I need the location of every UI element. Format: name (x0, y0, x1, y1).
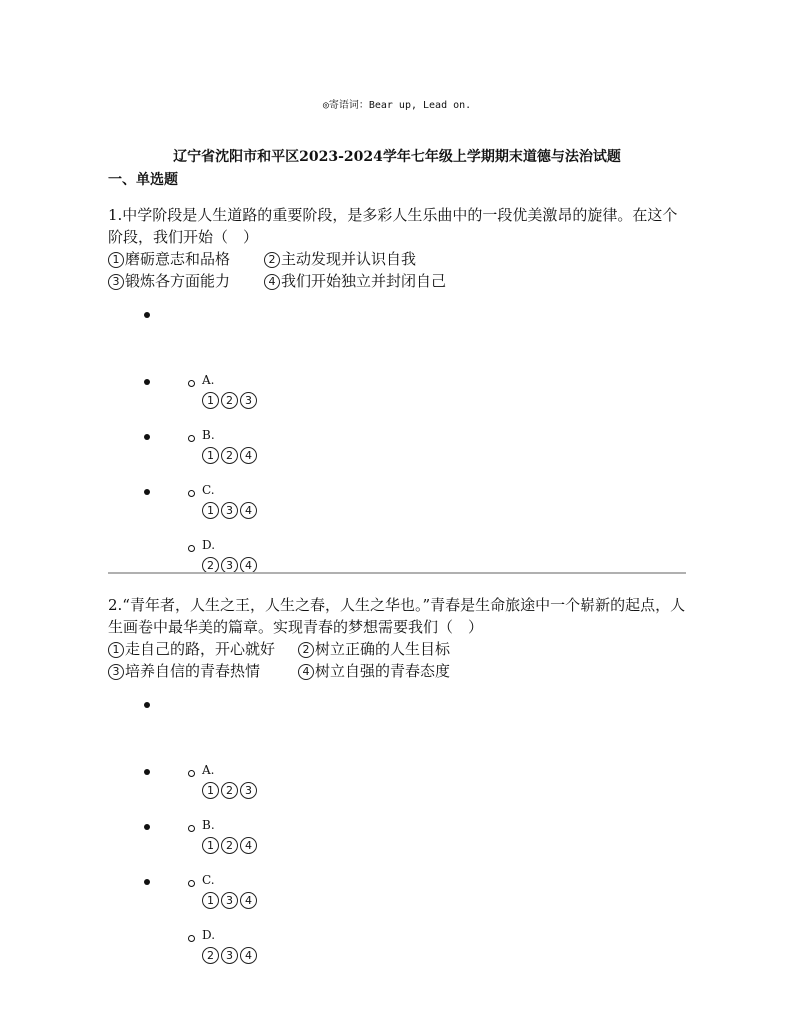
answer-number: 1 (202, 892, 219, 909)
answer-number: 2 (202, 947, 219, 964)
statement-text: 树立自强的青春态度 (315, 662, 451, 680)
option-answer (202, 944, 259, 964)
answer-number: 3 (221, 947, 238, 964)
statement (108, 660, 298, 682)
option-letter: C. (202, 873, 215, 887)
option-letter: B. (202, 428, 215, 442)
option-letter: A. (202, 763, 215, 777)
statement-number: 2 (264, 252, 280, 268)
option-list (108, 312, 688, 572)
answer-number: 2 (221, 392, 238, 409)
answer-number: 4 (240, 557, 257, 574)
answer-number: 1 (202, 392, 219, 409)
bullet-icon (144, 312, 150, 318)
circle-bullet-icon (188, 545, 195, 552)
answer-number: 2 (221, 782, 238, 799)
statement-text: 走自己的路，开心就好 (125, 640, 276, 658)
option-d[interactable] (108, 879, 688, 962)
answer-number: 1 (202, 782, 219, 799)
answer-number: 4 (240, 947, 257, 964)
answer-number: 1 (202, 447, 219, 464)
option-d[interactable] (108, 489, 688, 572)
option-a[interactable] (108, 312, 688, 407)
statement-text: 主动发现并认识自我 (281, 250, 417, 268)
answer-number: 1 (202, 502, 219, 519)
answer-number: 4 (240, 502, 257, 519)
statement (298, 660, 450, 682)
question-divider (108, 572, 686, 574)
option-b[interactable] (108, 769, 688, 852)
statement (298, 638, 450, 660)
statement (264, 270, 446, 292)
statement (264, 248, 416, 270)
statement (108, 638, 298, 660)
bullet-icon (144, 824, 150, 830)
option-answer (202, 554, 259, 574)
section-heading: 一、单选题 (108, 172, 178, 188)
bullet-icon (144, 489, 150, 495)
statement-number: 1 (108, 642, 124, 658)
option-b[interactable] (108, 379, 688, 462)
option-list (108, 702, 688, 962)
statement (108, 248, 264, 270)
bullet-icon (144, 769, 150, 775)
document-title: 辽宁省沈阳市和平区2023-2024学年七年级上学期期末道德与法治试题 (173, 149, 621, 165)
option-letter: C. (202, 483, 215, 497)
question-1 (108, 204, 688, 572)
option-c[interactable] (108, 434, 688, 517)
option-letter: B. (202, 818, 215, 832)
answer-number: 3 (240, 782, 257, 799)
question-stem: 2.“青年者，人生之王，人生之春，人生之华也。”青春是生命旅途中一个崭新的起点，人生画卷中最华美的篇章。实现青春的梦想需要我们（ ） (108, 596, 686, 636)
answer-number: 3 (240, 392, 257, 409)
statement-number: 4 (264, 274, 280, 290)
answer-number: 4 (240, 892, 257, 909)
statement-text: 培养自信的青春热情 (125, 662, 261, 680)
option-a[interactable] (108, 702, 688, 797)
bullet-icon (144, 434, 150, 440)
statement-number: 3 (108, 274, 124, 290)
statement-text: 锻炼各方面能力 (125, 272, 231, 290)
statement-list (108, 638, 688, 682)
bullet-icon (144, 379, 150, 385)
bullet-icon (144, 702, 150, 708)
statement-number: 3 (108, 664, 124, 680)
option-letter: D. (202, 538, 216, 552)
answer-number: 4 (240, 837, 257, 854)
answer-number: 2 (221, 447, 238, 464)
statement-text: 我们开始独立并封闭自己 (281, 272, 447, 290)
statement (108, 270, 264, 292)
circle-bullet-icon (188, 935, 195, 942)
option-letter: A. (202, 373, 215, 387)
option-c[interactable] (108, 824, 688, 907)
statement-text: 树立正确的人生目标 (315, 640, 451, 658)
answer-number: 2 (221, 837, 238, 854)
answer-number: 4 (240, 447, 257, 464)
question-stem: 1.中学阶段是人生道路的重要阶段，是多彩人生乐曲中的一段优美激昂的旋律。在这个阶段，我们开始（ ） (108, 206, 678, 246)
answer-number: 3 (221, 892, 238, 909)
answer-number: 1 (202, 837, 219, 854)
answer-number: 3 (221, 557, 238, 574)
statement-number: 1 (108, 252, 124, 268)
bullet-icon (144, 879, 150, 885)
statement-number: 4 (298, 664, 314, 680)
option-letter: D. (202, 928, 216, 942)
answer-number: 2 (202, 557, 219, 574)
statement-number: 2 (298, 642, 314, 658)
statement-list (108, 248, 688, 292)
question-2 (108, 594, 688, 962)
header-motto: ◎寄语词：Bear up, Lead on. (322, 100, 472, 111)
answer-number: 3 (221, 502, 238, 519)
statement-text: 磨砺意志和品格 (125, 250, 231, 268)
